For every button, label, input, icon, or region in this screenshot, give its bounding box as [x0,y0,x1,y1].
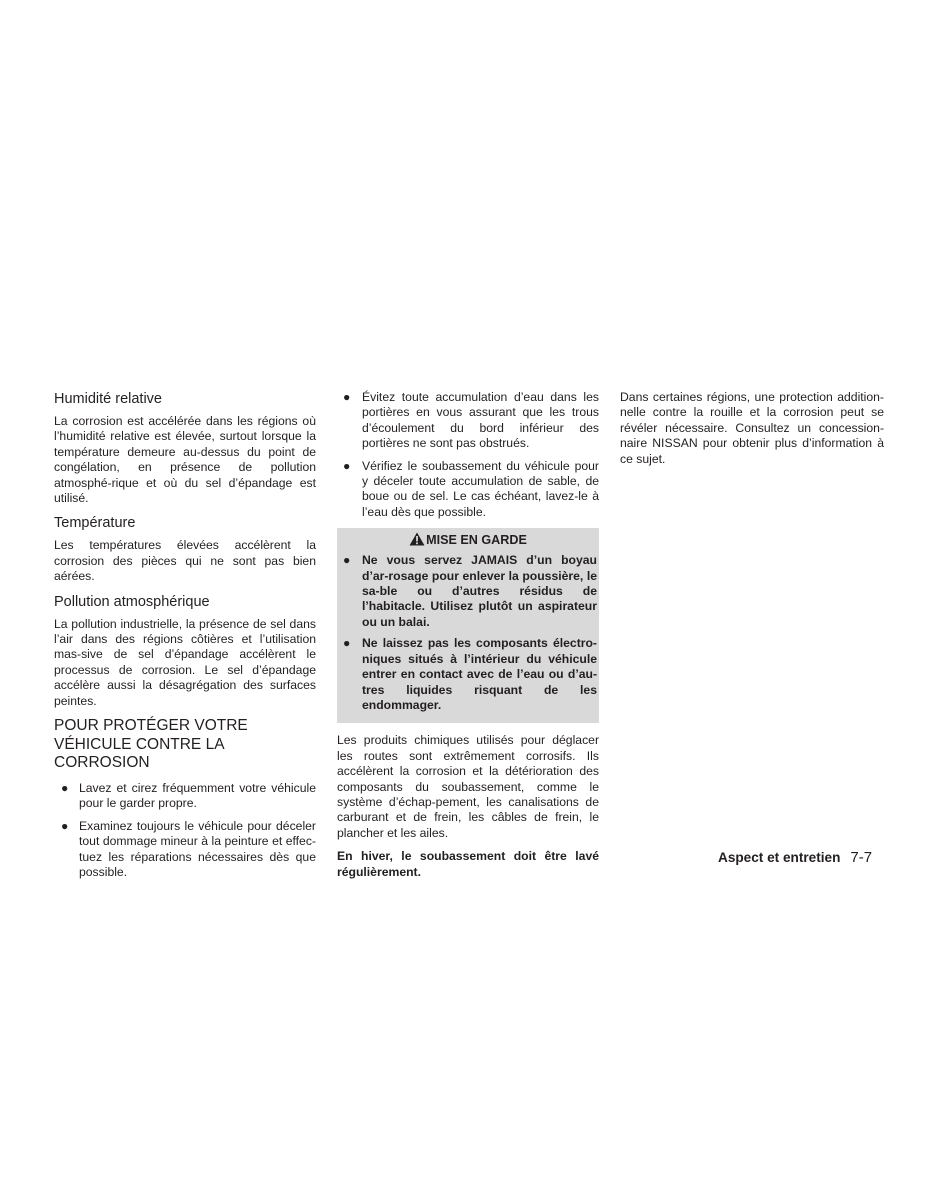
warning-box [337,528,599,723]
bullet-icon: ● [61,780,69,795]
list-item-text: Vérifiez le soubassement du véhicule pour y déceler toute accumulation de sable, de boue ou de sel. Le cas échéant, lavez-le à l’eau dès que possible. [362,458,599,519]
column-right [620,390,884,475]
warning-triangle-icon [409,532,425,546]
list-item-text: Lavez et cirez fréquemment votre véhicule pour le garder propre. [79,780,316,811]
page-footer [718,849,872,866]
humidity-paragraph: La corrosion est accélérée dans les régions où l’humidité relative est élevée, surtout lorsque la température demeure au-dessus du point de congélation, en présence de pollution atmosphé-rique et où du sel d’épandage est utilisé. [54,414,316,506]
protect-bullet-list [54,781,316,880]
protect-heading-line-1: POUR PROTÉGER VOTRE [54,717,248,735]
list-item-text: Examinez toujours le véhicule pour déceler tout dommage mineur à la peinture et effec-tuez les réparations nécessaires dès que possible. [79,818,316,879]
footer-section-title: Aspect et entretien [718,850,841,865]
list-item [54,781,316,812]
list-item [337,390,599,452]
bullet-icon: ● [61,818,69,833]
warning-title-text: MISE EN GARDE [426,533,527,548]
temperature-paragraph: Les températures élevées accélèrent la corrosion des pièces qui ne sont pas bien aérées. [54,538,316,584]
column-middle [337,390,599,888]
protect-bullet-list-continued [337,390,599,520]
protect-heading [54,717,316,773]
warning-title [337,528,599,550]
bullet-icon: ● [343,636,351,651]
winter-paragraph: En hiver, le soubassement doit être lavé régulièrement. [337,849,599,879]
dealer-paragraph: Dans certaines régions, une protection addition-nelle contre la rouille et la corrosion peut se révéler nécessaire. Consultez un concession-naire NISSAN pour obtenir plus d’information à ce sujet. [620,390,884,466]
humidity-heading: Humidité relative [54,391,162,407]
warning-list [337,550,599,713]
bullet-icon: ● [343,390,351,404]
warning-item-text: Ne laissez pas les composants électro-niques situés à l’intérieur du véhicule entrer en contact avec de l’eau ou d’au-tres liquides risquant de les endommager. [362,636,597,712]
bullet-icon: ● [343,458,351,473]
list-item-text: Évitez toute accumulation d’eau dans les portières en vous assurant que les trous d’écoulement du bord inférieur des portières ne sont pas obstrués. [362,390,599,451]
temperature-heading: Température [54,515,136,532]
chemicals-paragraph: Les produits chimiques utilisés pour déglacer les routes sont extrêmement corrosifs. Ils accélèrent la corrosion et la détérioration des composants du soubassement, comme le système d’échap-pement, les canalisations de carburant et de frein, les câbles de frein, le plancher et les ailes. [337,733,599,840]
protect-heading-line-3: CORROSION [54,754,150,772]
protect-heading-line-2: VÉHICULE CONTRE LA [54,735,225,753]
pollution-paragraph: La pollution industrielle, la présence de sel dans l’air dans des régions côtières et l’utilisation mas-sive de sel d’épandage accélèrent le processus de corrosion. Le sel d’épandage accélère aussi la désagrégation des surfaces peintes. [54,616,316,708]
list-item [54,819,316,881]
list-item [337,459,599,521]
column-left [54,390,316,888]
page-number: 7-7 [850,849,873,866]
bullet-icon: ● [343,553,351,568]
pollution-heading: Pollution atmosphérique [54,593,210,610]
list-item [337,636,597,713]
list-item [337,553,597,630]
warning-item-text: Ne vous servez JAMAIS d’un boyau d’ar-rosage pour enlever la poussière, le sa-ble ou d’autres résidus de l’habitacle. Utilisez plutôt un aspirateur ou un balai. [362,553,597,629]
